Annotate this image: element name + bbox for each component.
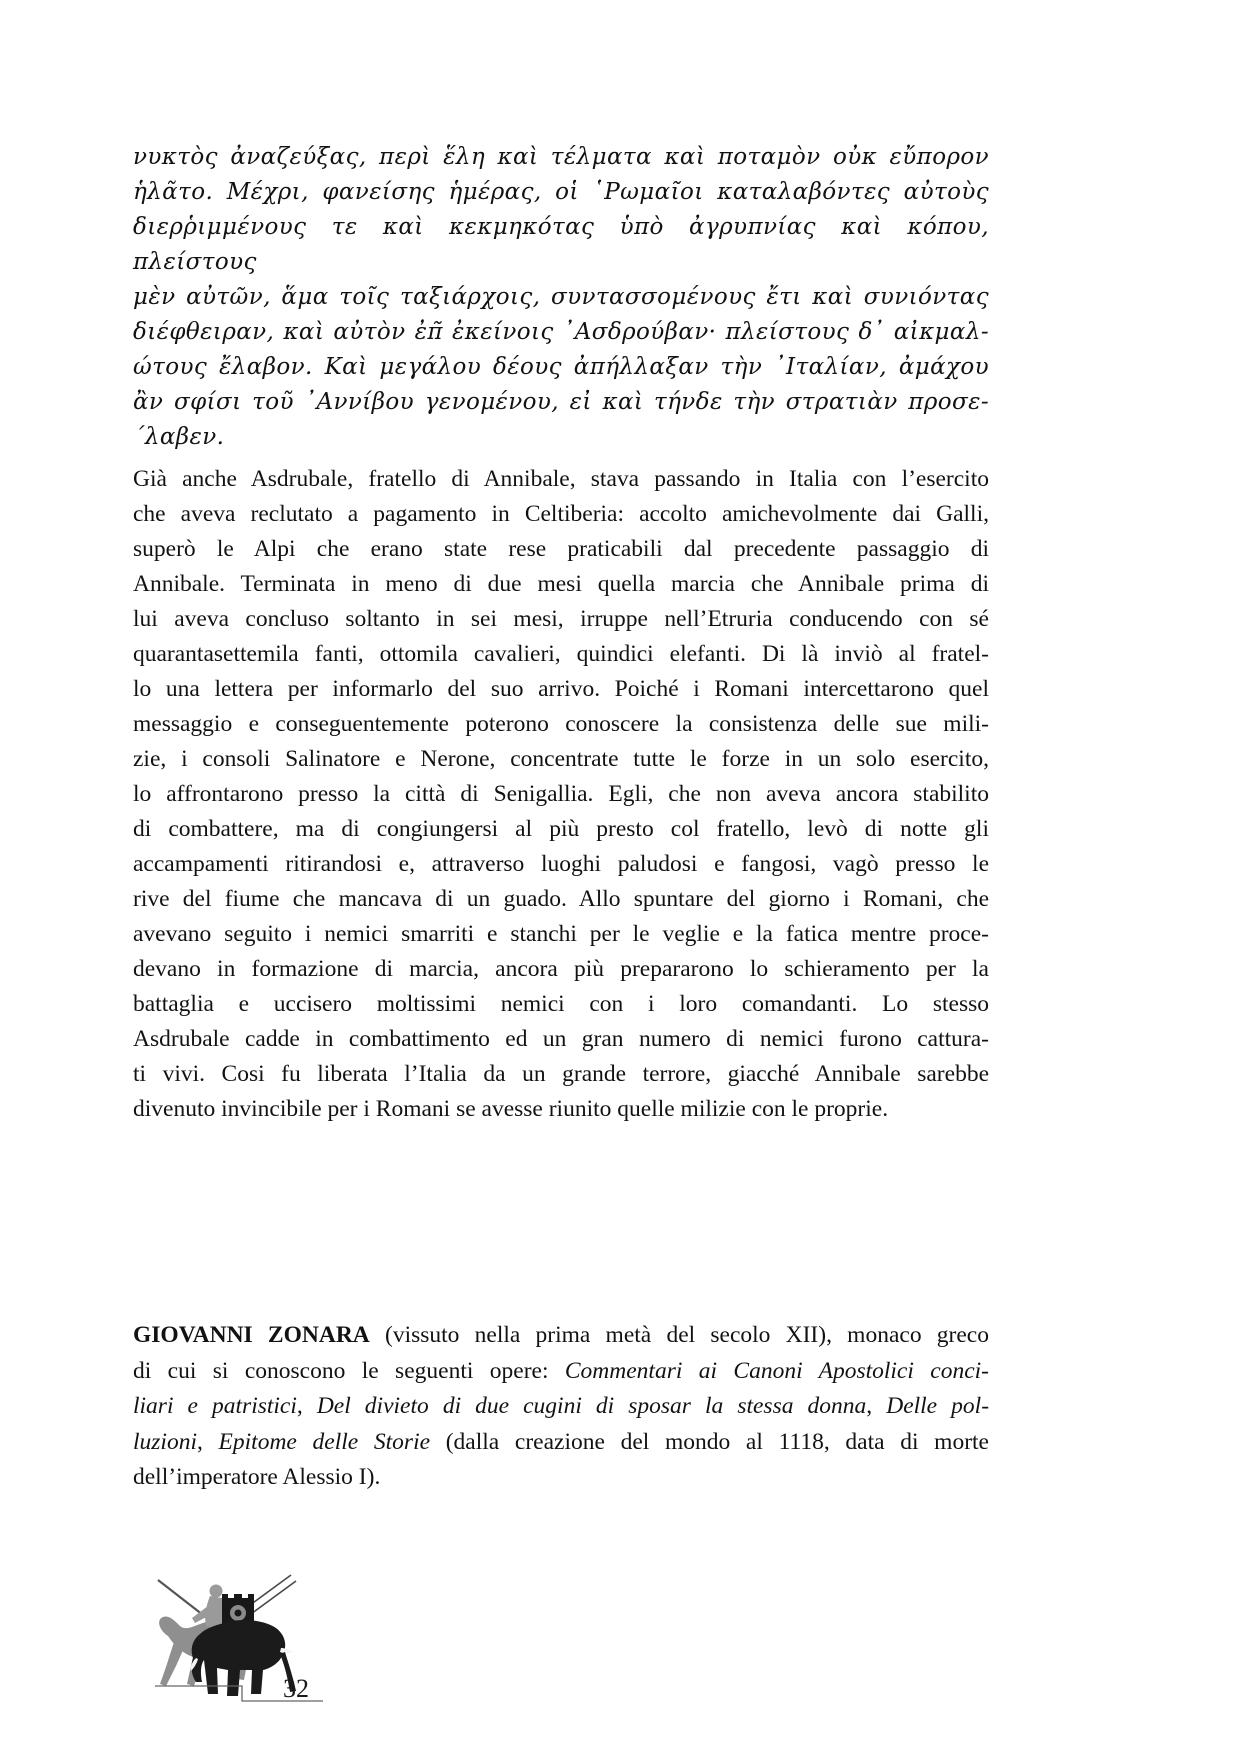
text-line: lo affrontarono presso la città di Senigallia. Egli, che non aveva ancora stabilito	[133, 781, 989, 807]
text-line: lo una lettera per informarlo del suo arrivo. Poiché i Romani intercettarono quel	[133, 676, 989, 702]
tusk-icon	[280, 1648, 293, 1654]
elephant-icon	[192, 1620, 286, 1696]
text-line: di combattere, ma di congiungersi al più presto col fratello, levò di notte gli	[133, 816, 989, 842]
rider-head-icon	[210, 1585, 223, 1598]
page-number: 32	[283, 1674, 309, 1703]
text-line: ἂν σφίσι τοῦ ᾽Αννίβου γενομένου, εἰ καὶ τήνδε τὴν στρατιὰν προσε-	[133, 389, 989, 415]
text-line: ti vivi. Cosi fu liberata l’Italia da un grande terrore, giacché Annibale sarebbe	[133, 1061, 989, 1087]
text-line: di cui si conoscono le seguenti opere: Commentari ai Canoni Apostolici conci-	[133, 1357, 989, 1384]
text-line: zie, i consoli Salinatore e Nerone, concentrate tutte le forze in un solo esercito,	[133, 746, 989, 772]
text-line: ἡλᾶτο. Μέχρι, φανείσης ἡμέρας, οἱ ῾Ρωμαῖοι καταλαβόντες αὐτοὺς	[133, 179, 989, 205]
text-line: liari e patristici, Del divieto di due cugini di sposar la stessa donna, Delle pol-	[133, 1393, 990, 1419]
text-line: dell’imperatore Alessio I).	[133, 1464, 381, 1490]
author-biography-paragraph	[133, 1318, 989, 1496]
text-line: GIOVANNI ZONARA (vissuto nella prima metà del secolo XII), monaco greco	[133, 1322, 989, 1348]
text-line: battaglia e uccisero moltissimi nemici con i loro comandanti. Lo stesso	[133, 991, 989, 1017]
text-line: quarantasettemila fanti, ottomila cavalieri, quindici elefanti. Di là inviò al fratel-	[133, 641, 989, 667]
text-line: νυκτὸς ἀναζεύξας, περὶ ἕλη καὶ τέλματα καὶ ποταμὸν οὐκ εὔπορον	[133, 144, 989, 170]
text-line: avevano seguito i nemici smarriti e stanchi per le veglie e la fatica mentre proce-	[133, 921, 989, 947]
text-line: διέφθειραν, καὶ αὐτὸν ἐπ̃ ἐκείνοις ᾽Ασδρούβαν· πλείστους δ᾽ αἰκμαλ-	[133, 319, 989, 345]
text-line: ώτους ἔλαβον. Καὶ μεγάλου δέους ἀπήλλαξαν τὴν ᾽Ιταλίαν, ἀμάχου	[133, 354, 989, 380]
text-line: μὲν αὐτῶν, ἅμα τοῖς ταξιάρχοις, συντασσομένους ἔτι καὶ συνιόντας	[133, 284, 989, 310]
text-line: che aveva reclutato a pagamento in Celtiberia: accolto amichevolmente dai Galli,	[133, 501, 989, 527]
text-line: messaggio e conseguentemente poterono conoscere la consistenza delle sue mili-	[133, 711, 989, 737]
text-line: Asdrubale cadde in combattimento ed un gran numero di nemici furono cattura-	[133, 1026, 989, 1052]
text-line: διερῥιμμένους τε καὶ κεκμηκότας ὑπὸ ἀγρυπνίας καὶ κόπου, πλείστους	[133, 214, 989, 275]
text-line: rive del fiume che mancava di un guado. Allo spuntare del giorno i Romani, che	[133, 886, 989, 912]
text-line: devano in formazione di marcia, ancora più prepararono lo schieramento per la	[133, 956, 989, 982]
horse-foreleg-icon	[160, 1642, 184, 1686]
text-line: Già anche Asdrubale, fratello di Annibale, stava passando in Italia con l’esercito	[133, 466, 989, 492]
text-line: accampamenti ritirandosi e, attraverso luoghi paludosi e fangosi, vagò presso le	[133, 851, 989, 877]
greek-passage	[133, 140, 989, 455]
text-line: Annibale. Terminata in meno di due mesi quella marcia che Annibale prima di	[133, 571, 989, 597]
text-line: divenuto invincibile per i Romani se avesse riunito quelle milizie con le proprie.	[133, 1096, 889, 1122]
text-line: superò le Alpi che erano state rese praticabili dal precedente passaggio di	[133, 536, 989, 562]
text-line: luzioni, Epitome delle Storie (dalla creazione del mondo al 1118, data di morte	[133, 1428, 989, 1455]
tower-emblem-center-icon	[235, 1610, 242, 1617]
text-line: ´λαβεν.	[133, 424, 225, 450]
italian-translation-paragraph	[133, 462, 989, 1127]
text-line: lui aveva concluso soltanto in sei mesi, irruppe nell’Etruria conducendo con sé	[133, 606, 989, 632]
spear-icon	[251, 1581, 296, 1614]
